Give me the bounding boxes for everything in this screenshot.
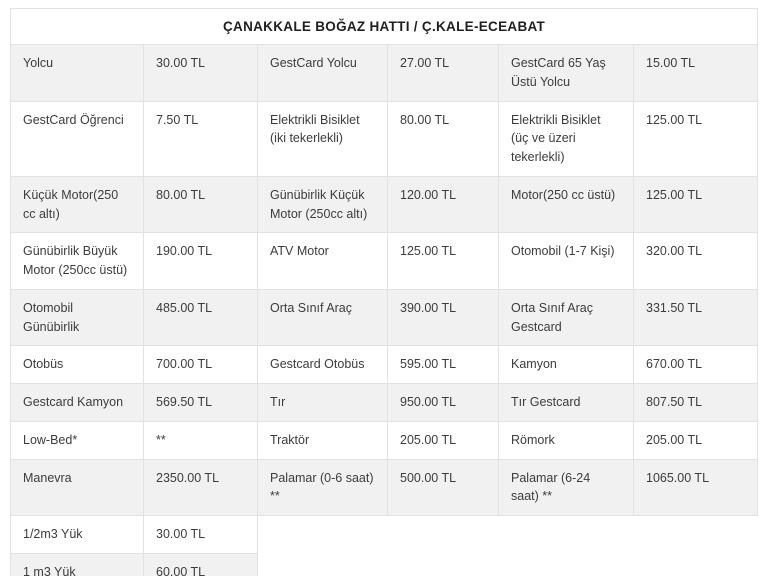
table-row: [11, 45, 758, 102]
table-row: [11, 101, 758, 176]
fare-price-cell: 205.00 TL: [388, 421, 499, 459]
fare-label-cell: Traktör: [258, 421, 388, 459]
table-row: [11, 553, 758, 576]
fare-price-cell: 595.00 TL: [388, 346, 499, 384]
table-row: [11, 384, 758, 422]
fare-label-cell: Orta Sınıf Araç Gestcard: [499, 289, 634, 346]
fare-label-cell: ATV Motor: [258, 233, 388, 290]
fare-price-cell: 670.00 TL: [634, 346, 758, 384]
fare-price-cell: 125.00 TL: [388, 233, 499, 290]
fare-label-cell: Low-Bed*: [11, 421, 144, 459]
fare-price-cell: 15.00 TL: [634, 45, 758, 102]
fare-label-cell: Günübirlik Büyük Motor (250cc üstü): [11, 233, 144, 290]
fare-price-cell: 125.00 TL: [634, 101, 758, 176]
table-row: [11, 346, 758, 384]
fare-price-cell: 320.00 TL: [634, 233, 758, 290]
fare-label-cell: Yolcu: [11, 45, 144, 102]
fare-price-cell: 485.00 TL: [144, 289, 258, 346]
fare-price-cell: 60.00 TL: [144, 553, 258, 576]
empty-filler: [258, 516, 758, 554]
fare-price-cell: 7.50 TL: [144, 101, 258, 176]
fare-price-cell: 80.00 TL: [144, 176, 258, 233]
fare-price-cell: 569.50 TL: [144, 384, 258, 422]
fare-label-cell: Römork: [499, 421, 634, 459]
fare-price-cell: 390.00 TL: [388, 289, 499, 346]
fare-label-cell: Küçük Motor(250 cc altı): [11, 176, 144, 233]
fare-price-cell: 125.00 TL: [634, 176, 758, 233]
fare-price-cell: 700.00 TL: [144, 346, 258, 384]
fare-label-cell: GestCard Yolcu: [258, 45, 388, 102]
fare-label-cell: GestCard 65 Yaş Üstü Yolcu: [499, 45, 634, 102]
fare-label-cell: 1 m3 Yük: [11, 553, 144, 576]
fare-label-cell: Tır: [258, 384, 388, 422]
table-row: [11, 233, 758, 290]
fare-price-cell: 331.50 TL: [634, 289, 758, 346]
fare-price-cell: 190.00 TL: [144, 233, 258, 290]
fare-label-cell: Günübirlik Küçük Motor (250cc altı): [258, 176, 388, 233]
fare-price-cell: 120.00 TL: [388, 176, 499, 233]
table-title-row: [11, 9, 758, 45]
fare-price-cell: 807.50 TL: [634, 384, 758, 422]
fare-label-cell: Orta Sınıf Araç: [258, 289, 388, 346]
empty-filler: [258, 553, 758, 576]
fare-label-cell: Elektrikli Bisiklet (üç ve üzeri tekerlekli): [499, 101, 634, 176]
fare-table: [10, 8, 758, 576]
fare-price-cell: 205.00 TL: [634, 421, 758, 459]
fare-price-cell: **: [144, 421, 258, 459]
fare-price-cell: 27.00 TL: [388, 45, 499, 102]
fare-label-cell: GestCard Öğrenci: [11, 101, 144, 176]
fare-label-cell: Palamar (6-24 saat) **: [499, 459, 634, 516]
fare-label-cell: Gestcard Otobüs: [258, 346, 388, 384]
fare-label-cell: Tır Gestcard: [499, 384, 634, 422]
fare-price-cell: 500.00 TL: [388, 459, 499, 516]
fare-price-cell: 1065.00 TL: [634, 459, 758, 516]
fare-label-cell: 1/2m3 Yük: [11, 516, 144, 554]
fare-label-cell: Otobüs: [11, 346, 144, 384]
fare-label-cell: Otomobil Günübirlik: [11, 289, 144, 346]
fare-label-cell: Palamar (0-6 saat) **: [258, 459, 388, 516]
table-row: [11, 459, 758, 516]
fare-price-cell: 2350.00 TL: [144, 459, 258, 516]
table-row: [11, 176, 758, 233]
fare-label-cell: Elektrikli Bisiklet (iki tekerlekli): [258, 101, 388, 176]
fare-price-cell: 950.00 TL: [388, 384, 499, 422]
fare-label-cell: Otomobil (1-7 Kişi): [499, 233, 634, 290]
fare-price-cell: 30.00 TL: [144, 45, 258, 102]
fare-price-cell: 30.00 TL: [144, 516, 258, 554]
fare-price-cell: 80.00 TL: [388, 101, 499, 176]
table-title: ÇANAKKALE BOĞAZ HATTI / Ç.KALE-ECEABAT: [11, 9, 758, 45]
table-row: [11, 421, 758, 459]
table-row: [11, 516, 758, 554]
fare-label-cell: Kamyon: [499, 346, 634, 384]
fare-label-cell: Gestcard Kamyon: [11, 384, 144, 422]
fare-label-cell: Manevra: [11, 459, 144, 516]
fare-label-cell: Motor(250 cc üstü): [499, 176, 634, 233]
table-row: [11, 289, 758, 346]
